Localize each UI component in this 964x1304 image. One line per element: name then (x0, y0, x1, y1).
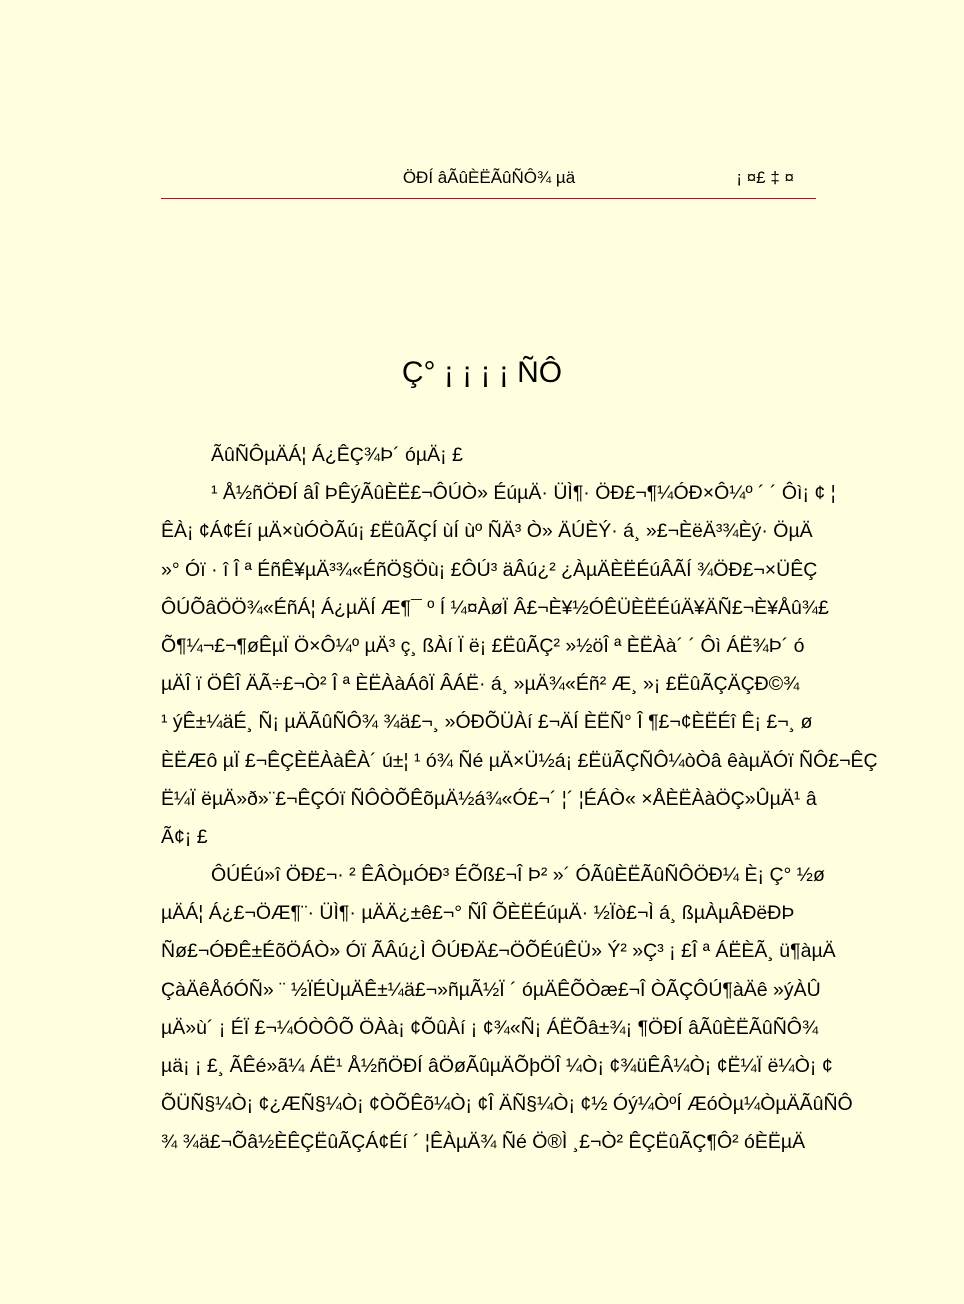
header-divider (161, 198, 816, 199)
paragraph-line: ÈËÆô µÏ £¬ÊÇÈËÀàÊÀ´ ú±¦ ¹ ó¾ Ñé µÄ×Ü½á¡ £ËüÃÇÑÔ¼òÒâ êàµÄÓï ÑÔ£¬ÊÇ (161, 749, 878, 772)
body-text (161, 436, 878, 1162)
paragraph-line: ÔÚÕâÖÖ¾«ÉñÁ¦ Á¿µÄÍ Æ¶¯ º Í ¼¤ÀøÏ Â£¬È¥½ÓÊÜÈËÉúÄ¥ÄÑ£¬È¥Åû¾£ (161, 596, 829, 619)
paragraph-line: µä¡ ¡ £¸ ÃÊé»ã¼ ÁË¹ Å½ñÖÐÍ âÖøÃûµÄÕþÖÎ ¼Ò¡ ¢¾üÊÂ¼Ò¡ ¢Ë¼Ï ë¼Ò¡ ¢ (161, 1055, 833, 1077)
paragraph-line: ÕÜÑ§¼Ò¡ ¢¿ÆÑ§¼Ò¡ ¢ÒÕÊõ¼Ò¡ ¢Î ÄÑ§¼Ò¡ ¢½ Óý¼ÒºÍ ÆóÒµ¼ÒµÄÃûÑÔ (161, 1093, 853, 1116)
paragraph-line: ¹ ýÊ±¼äÉ¸ Ñ¡ µÄÃûÑÔ¾ ¾ä£¬¸ »ÓÐÕÜÀí £¬ÄÍ ÈËÑ° Î ¶£¬¢ÈËÉî Ê¡ £¬¸ ø (161, 711, 813, 734)
paragraph-line: Ë¼Ï ëµÄ»ð»¨£¬ÊÇÓï ÑÔÒÕÊõµÄ½á¾«Ó£¬´ ¦´ ¦ÉÁÒ« ×ÅÈËÀàÖÇ»ÛµÄ¹ â (161, 787, 817, 810)
paragraph-line: Ã¢¡ £ (161, 825, 208, 848)
paragraph-line: µÄÁ¦ Á¿£¬ÖÆ¶¨· ÜÌ¶· µÄÄ¿±ê£¬° ÑÎ ÕÈËÉúµÄ· ½Ïò£¬Ì á¸ ßµÀµÂÐëÐÞ (161, 902, 795, 925)
header-page-marker: ¡ ¤£ ‡ ¤ (736, 168, 794, 187)
paragraph-line: »° Óï · î Î ª ÉñÊ¥µÄ³¾«ÉñÖ§Öù¡ £ÔÚ³ äÂú¿² ¿ÀµÄÈËÉúÂÃÍ ¾ÖÐ£¬×ÜÊÇ (161, 558, 818, 581)
paragraph-line: µÄÎ ï ÖÊÎ ÄÃ÷£¬Ò² Î ª ÈËÀàÁôÏ ÂÁË· á¸ »µÄ¾«Éñ² Æ¸ »¡ £ËûÃÇÄÇÐ©¾ (161, 673, 800, 696)
paragraph-line: ÔÚÉú»î ÖÐ£¬· ² ÊÂÒµÓÐ³ ÉÕß£¬Î Þ² »´ ÓÃûÈËÃûÑÔÖÐ¼ È¡ Ç° ½ø (211, 864, 825, 887)
paragraph-line: ÃûÑÔµÄÁ¦ Á¿ÊÇ¾Þ´ óµÄ¡ £ (211, 444, 463, 466)
paragraph-line: ÇàÄêÅóÓÑ» ¨ ½ÏÉÙµÄÊ±¼ä£¬»ñµÃ½Ï ´ óµÄÊÕÒæ£¬Î ÒÃÇÔÚ¶àÄê »ýÀÛ (161, 978, 821, 1001)
running-header (161, 166, 816, 192)
paragraph-line: Ñø£¬ÓÐÊ±ÉõÖÁÒ» Óï ÃÂú¿Ì ÔÚÐÄ£¬ÖÕÉúÊÜ» Ý² »Ç³ ¡ £Î ª ÁËÈÃ¸ ü¶àµÄ (161, 940, 836, 963)
paragraph-line: ÊÀ¡ ¢Á¢Éí µÄ×ùÓÒÃú¡ £ËûÃÇÍ ùÍ ùº ÑÄ³ Ò» ÄÚÈÝ· á¸ »£¬ÈëÄ³¾Èý· ÖµÄ (161, 520, 813, 543)
paragraph-line: Õ¶¼¬£¬¶øÊµÏ Ö×Ô¼º µÄ³ ç¸ ßÀí Ï ë¡ £ËûÃÇ² »½öÎ ª ÈËÀà´ ´ Ôì ÁË¾Þ´ ó (161, 634, 805, 657)
paragraph-line: µÄ»ù´ ¡ ÉÏ £¬¼ÓÒÔÕ ÖÀà¡ ¢ÕûÀí ¡ ¢¾«Ñ¡ ÁËÕâ±¾¡ ¶ÖÐÍ âÃûÈËÃûÑÔ¾ (161, 1016, 819, 1039)
chapter-title: Ç° ¡ ¡ ¡ ¡ ÑÔ (401, 356, 563, 389)
paragraph-line: ¾ ¾ä£¬Õâ½ÈÊÇËûÃÇÁ¢Éí ´ ¦ÊÀµÄ¾ Ñé Ö®Ì ¸£¬Ò² ÊÇËûÃÇ¶Ô² óÈËµÄ (161, 1131, 806, 1154)
header-title: ÖÐÍ âÃûÈËÃûÑÔ¾ µä (402, 168, 576, 187)
paragraph-line: ¹ Å½ñÖÐÍ âÎ ÞÊýÃûÈË£¬ÔÚÒ» ÉúµÄ· ÜÌ¶· ÖÐ£¬¶¼ÓÐ×Ô¼º ´ ´ Ôì¡ ¢ ¦ (211, 482, 836, 505)
